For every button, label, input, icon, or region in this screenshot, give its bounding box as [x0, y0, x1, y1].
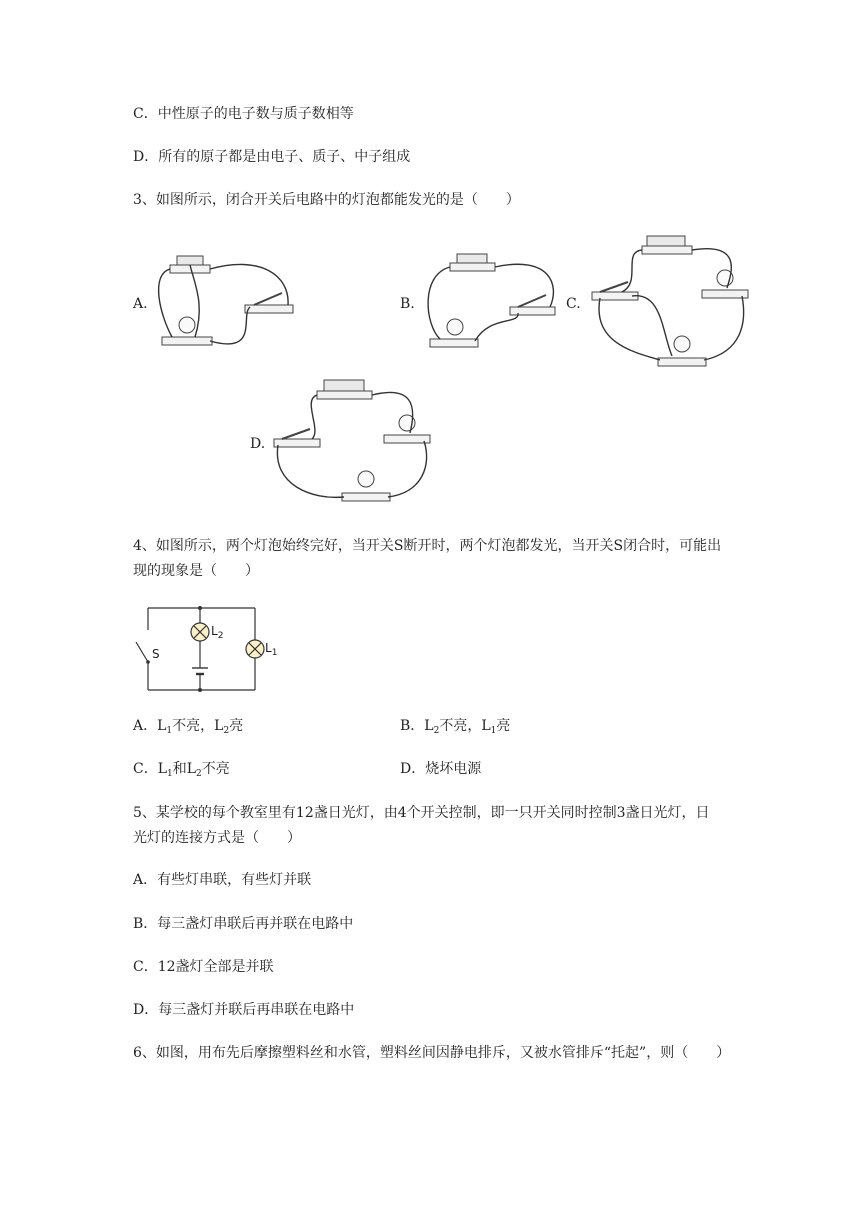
q5-stem-line1: 5、某学校的每个教室里有12盏日光灯，由4个开关控制，即一只开关同时控制3盏日光灯，日 [133, 805, 710, 821]
q3-label-b: B. [400, 296, 415, 312]
q4-stem-line2: 现的现象是（ ） [133, 563, 259, 579]
q4-lamp2-label: $L_2$ [211, 624, 224, 641]
q6-stem: 6、如图，用布先后摩擦塑料丝和水管，塑料丝间因静电排斥，又被水管排斥“托起”，则（ ） [133, 1045, 731, 1061]
q5-option-b: B．每三盏灯串联后再并联在电路中 [133, 916, 354, 932]
q2-option-d: D．所有的原子都是由电子、质子、中子组成 [133, 149, 411, 165]
q4-stem-line1: 4、如图所示，两个灯泡始终完好，当开关S断开时，两个灯泡都发光，当开关S闭合时，可能出 [133, 538, 722, 554]
q4-option-d: D．烧坏电源 [400, 761, 482, 777]
q5-option-c: C．12盏灯全部是并联 [133, 959, 274, 975]
q3-circuit-c [592, 232, 752, 372]
q2-option-c: C．中性原子的电子数与质子数相等 [133, 106, 354, 122]
q3-stem: 3、如图所示，闭合开关后电路中的灯泡都能发光的是（ ） [133, 192, 520, 208]
q5-stem-line2: 光灯的连接方式是（ ） [133, 830, 301, 846]
q4-option-a: A．$L_1$不亮，$L_2$亮 [133, 718, 244, 736]
q5-option-a: A．有些灯串联，有些灯并联 [133, 872, 312, 888]
q4-lamp1-label: $L_1$ [265, 641, 278, 658]
q4-option-c: C．$L_1$和$L_2$不亮 [133, 761, 230, 779]
q3-circuit-a [150, 245, 300, 355]
q3-circuit-d [272, 375, 437, 510]
q3-label-c: C. [566, 296, 581, 312]
q5-option-d: D．每三盏灯并联后再串联在电路中 [133, 1002, 355, 1018]
q3-label-d: D. [250, 436, 266, 452]
q3-label-a: A. [133, 296, 148, 312]
q4-option-b: B．$L_2$不亮，$L_1$亮 [400, 718, 511, 736]
q3-circuit-b [420, 245, 560, 355]
q4-switch-label: S [152, 647, 160, 661]
